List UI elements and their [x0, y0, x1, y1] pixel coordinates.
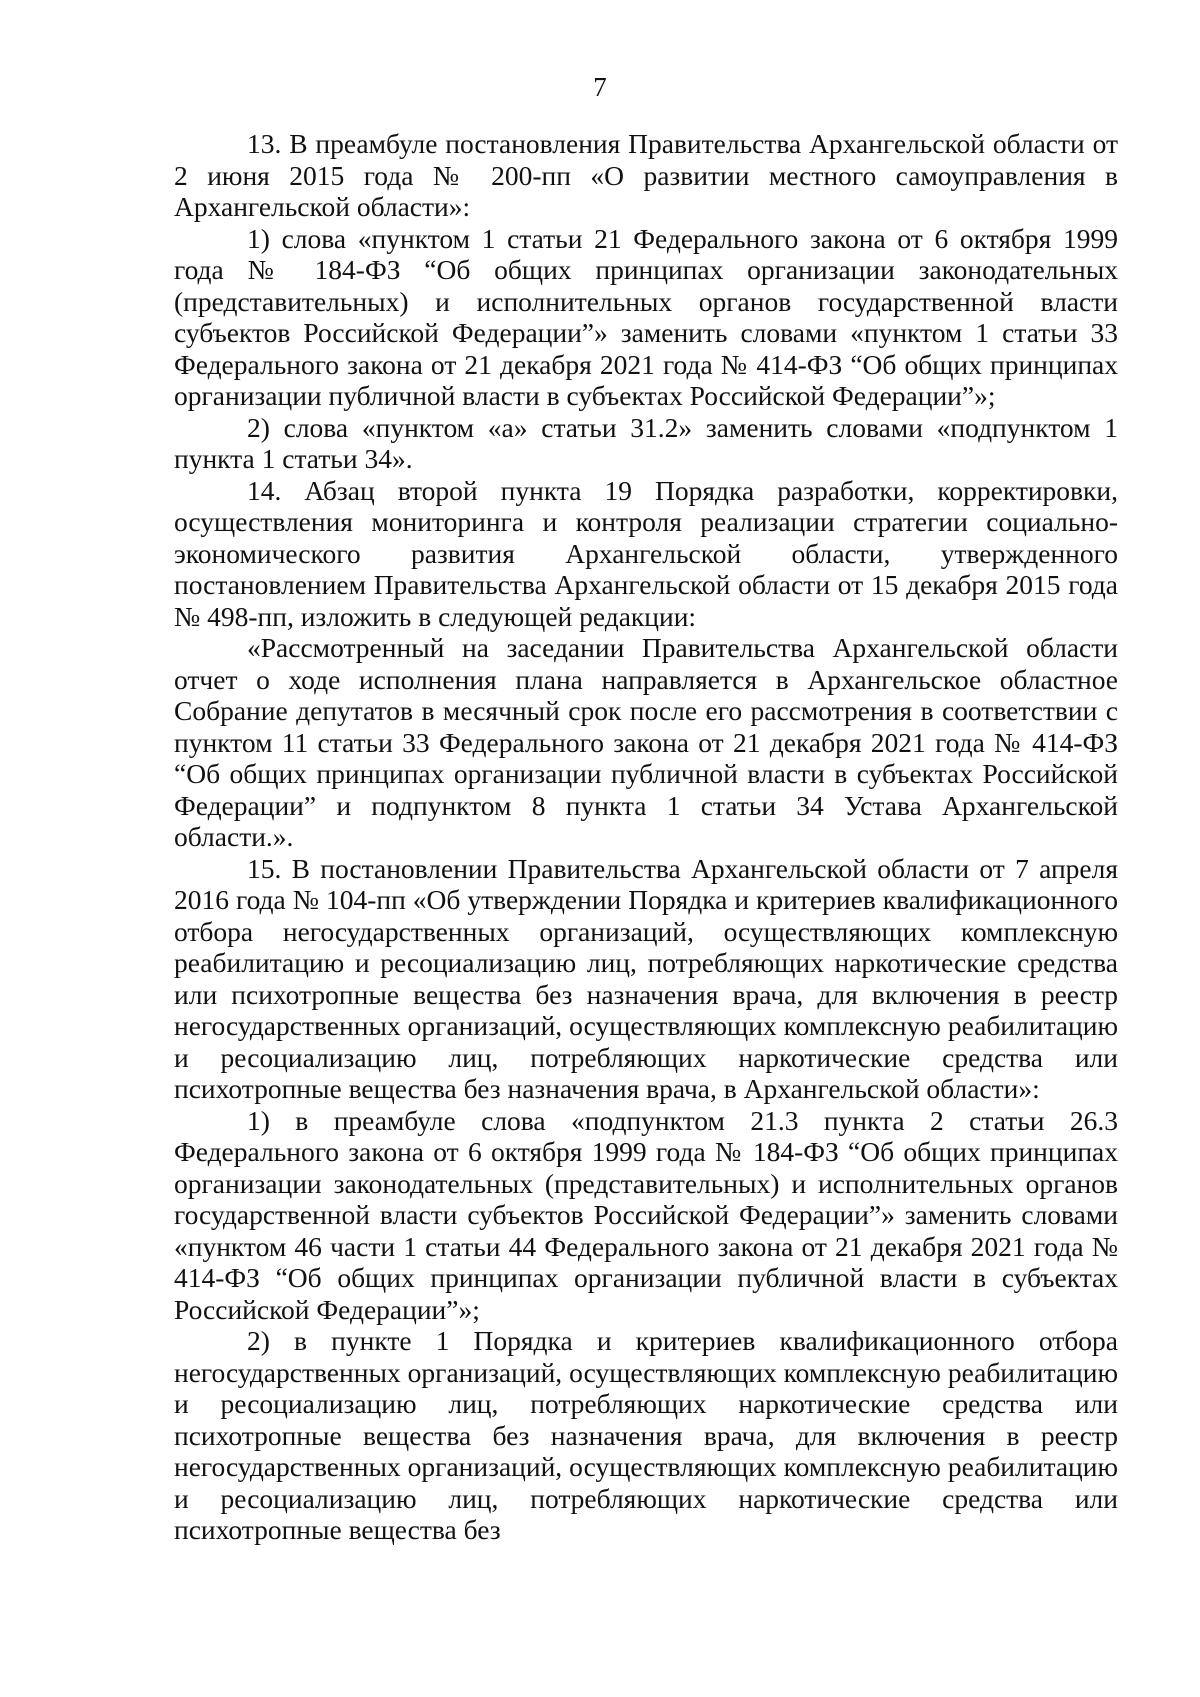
document-body	[174, 128, 1118, 1546]
paragraph-15-item-1: 1) в преамбуле слова «подпунктом 21.3 пункта 2 статьи 26.3 Федерального закона от 6 октября 1999 года № 184-ФЗ “Об общих принципах организации законодательных (представительных) и исполнительных органов государственной власти субъектов Российской Федерации”» заменить словами «пунктом 46 части 1 статьи 44 Федерального закона от 21 декабря 2021 года № 414-ФЗ “Об общих принципах организации публичной власти в субъектах Российской Федерации”»;	[174, 1104, 1118, 1325]
paragraph-15-item-2: 2) в пункте 1 Порядка и критериев квалификационного отбора негосударственных организаций, осуществляющих комплексную реабилитацию и ресоциализацию лиц, потребляющих наркотические средства или психотропные вещества без назначения врача, для включения в реестр негосударственных организаций, осуществляющих комплексную реабилитацию и ресоциализацию лиц, потребляющих наркотические средства или психотропные вещества без	[174, 1325, 1118, 1545]
paragraph-15: 15. В постановлении Правительства Архангельской области от 7 апреля 2016 года № 104-пп «Об утверждении Порядка и критериев квалификационного отбора негосударственных организаций, осуществляющих комплексную реабилитацию и ресоциализацию лиц, потребляющих наркотические средства или психотропные вещества без назначения врача, для включения в реестр негосударственных организаций, осуществляющих комплексную реабилитацию и ресоциализацию лиц, потребляющих наркотические средства или психотропные вещества без назначения врача, в Архангельской области»:	[174, 852, 1118, 1104]
paragraph-14-quote: «Рассмотренный на заседании Правительства Архангельской области отчет о ходе исполнения плана направляется в Архангельское областное Собрание депутатов в месячный срок после его рассмотрения в соответствии с пунктом 11 статьи 33 Федерального закона от 21 декабря 2021 года № 414-ФЗ “Об общих принципах организации публичной власти в субъектах Российской Федерации” и подпунктом 8 пункта 1 статьи 34 Устава Архангельской области.».	[174, 632, 1118, 852]
paragraph-13-item-1: 1) слова «пунктом 1 статьи 21 Федерального закона от 6 октября 1999 года № 184-ФЗ “Об общих принципах организации законодательных (представительных) и исполнительных органов государственной власти субъектов Российской Федерации”» заменить словами «пунктом 1 статьи 33 Федерального закона от 21 декабря 2021 года № 414-ФЗ “Об общих принципах организации публичной власти в субъектах Российской Федерации”»;	[174, 222, 1118, 411]
paragraph-13: 13. В преамбуле постановления Правительства Архангельской области от 2 июня 2015 года № 200-пп «О развитии местного самоуправления в Архангельской области»:	[174, 128, 1118, 222]
paragraph-13-item-2: 2) слова «пунктом «а» статьи 31.2» заменить словами «подпунктом 1 пункта 1 статьи 34».	[174, 411, 1118, 474]
paragraph-14: 14. Абзац второй пункта 19 Порядка разработки, корректировки, осуществления мониторинга и контроля реализации стратегии социально-экономического развития Архангельской области, утвержденного постановлением Правительства Архангельской области от 15 декабря 2015 года № 498-пп, изложить в следующей редакции:	[174, 474, 1118, 632]
page-number: 7	[593, 72, 607, 102]
